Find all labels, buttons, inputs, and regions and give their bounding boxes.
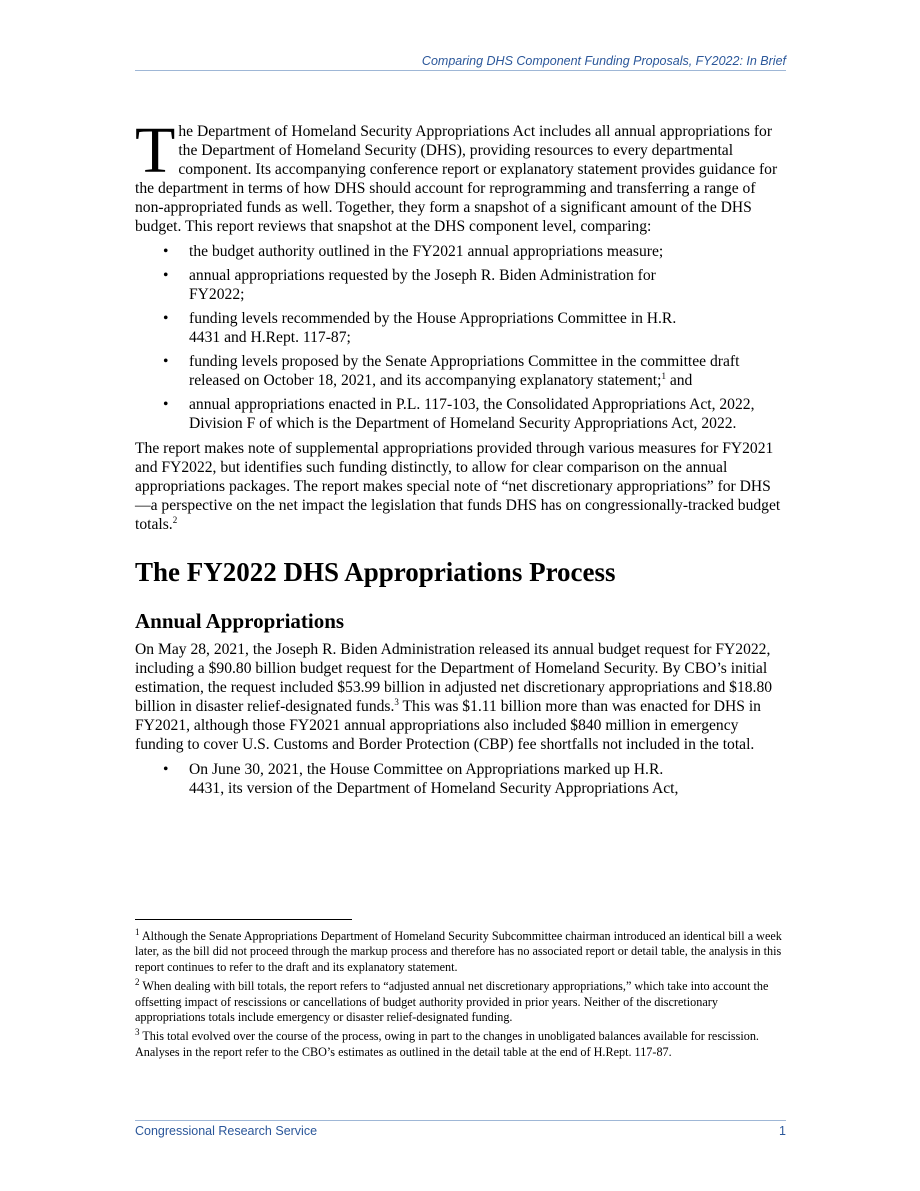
footnote-rule bbox=[135, 919, 352, 920]
footnote-ref[interactable]: 3 bbox=[394, 696, 399, 707]
process-list bbox=[135, 760, 786, 798]
page-number: 1 bbox=[779, 1124, 786, 1138]
footnote-ref[interactable]: 2 bbox=[172, 514, 178, 525]
list-item: • funding levels recommended by the House Appropriations Committee in H.R. 4431 and H.Rept. 117-87; bbox=[163, 310, 677, 346]
list-item: • annual appropriations requested by the Joseph R. Biden Administration for FY2022; bbox=[163, 267, 656, 303]
footer-rule bbox=[135, 1120, 786, 1121]
drop-cap: T bbox=[135, 114, 176, 187]
footnotes bbox=[135, 926, 786, 1064]
intro-paragraph bbox=[135, 114, 786, 236]
footnote-ref[interactable]: 1 bbox=[661, 370, 666, 381]
page-body bbox=[135, 114, 786, 804]
page-footer bbox=[135, 1124, 786, 1138]
list-item: • On June 30, 2021, the House Committee on Appropriations marked up H.R. 4431, its version of the Department of Homeland Security Appropriations Act, bbox=[163, 761, 679, 797]
section-heading: The FY2022 DHS Appropriations Process bbox=[135, 557, 616, 587]
running-header-title: Comparing DHS Component Funding Proposals, FY2022: In Brief bbox=[421, 54, 786, 68]
comparison-list bbox=[135, 242, 786, 433]
footnote: $^3$ This total evolved over the course of the process, owing in part to the changes in unobligated balances available for rescission. Analyses in the report refer to the CBO’s estimates as outlined in the detail table at the end of H.Rept. 117-87. bbox=[135, 1027, 759, 1059]
annual-appropriations-paragraph: On May 28, 2021, the Joseph R. Biden Administration released its annual budget request for FY2022, including a $90.80 billion budget request for the Department of Homeland Security. By CBO’s initial estimation, the request included $53.99 billion in adjusted net discretionary appropriations and $18.80 billion in disaster relief-designated funds.$^3$ This was $1.11 billion more than was enacted for DHS in FY2021, although those FY2021 annual appropriations also included $840 million in emergency funding to cover U.S. Customs and Border Protection (CBP) fee shortfalls not included in the total. bbox=[135, 641, 773, 753]
header-rule bbox=[135, 70, 786, 71]
list-item: • annual appropriations enacted in P.L. 117-103, the Consolidated Appropriations Act, 2022, Division F of which is the Department of Homeland Security Appropriations Act, 2022. bbox=[163, 396, 755, 432]
list-item: • funding levels proposed by the Senate Appropriations Committee in the committee draft released on October 18, 2021, and its accompanying explanatory statement;$^1$ and bbox=[163, 353, 740, 389]
supplemental-paragraph: The report makes note of supplemental appropriations provided through various measures for FY2021 and FY2022, but identifies such funding distinctly, to allow for clear comparison on the annual appropriations packages. The report makes special note of “net discretionary appropriations” for DHS—a perspective on the net impact the legislation that funds DHS has on congressionally-tracked budget totals.$^2$ bbox=[135, 440, 781, 533]
footer-org: Congressional Research Service bbox=[135, 1124, 318, 1138]
list-item: • the budget authority outlined in the FY2021 annual appropriations measure; bbox=[163, 243, 664, 260]
footnote: $^1$ Although the Senate Appropriations Department of Homeland Security Subcommittee chairman introduced an identical bill a week later, as the bill did not proceed through the markup process and therefore has no associated report or detail table, the analysis in this report continues to refer to the draft and its explanatory statement. bbox=[135, 926, 782, 974]
subsection-heading: Annual Appropriations bbox=[135, 609, 345, 633]
footnote: $^2$ When dealing with bill totals, the report refers to “adjusted annual net discretionary appropriations,” which take into account the offsetting impact of rescissions or cancellations of budget authority provided in prior years. Neither of the discretionary appropriations totals include emergency or disaster relief-designated funding. bbox=[135, 977, 769, 1025]
intro-text: he Department of Homeland Security Appropriations Act includes all annual appropriations for the Department of Homeland Security (DHS), providing resources to every departmental component. Its accompanying conference report or explanatory statement provides guidance for the department in terms of how DHS should account for reprogramming and transferring a range of non-appropriated funds as well. Together, they form a snapshot of a significant amount of the DHS budget. This report reviews that snapshot at the DHS component level, comparing: bbox=[135, 123, 778, 235]
